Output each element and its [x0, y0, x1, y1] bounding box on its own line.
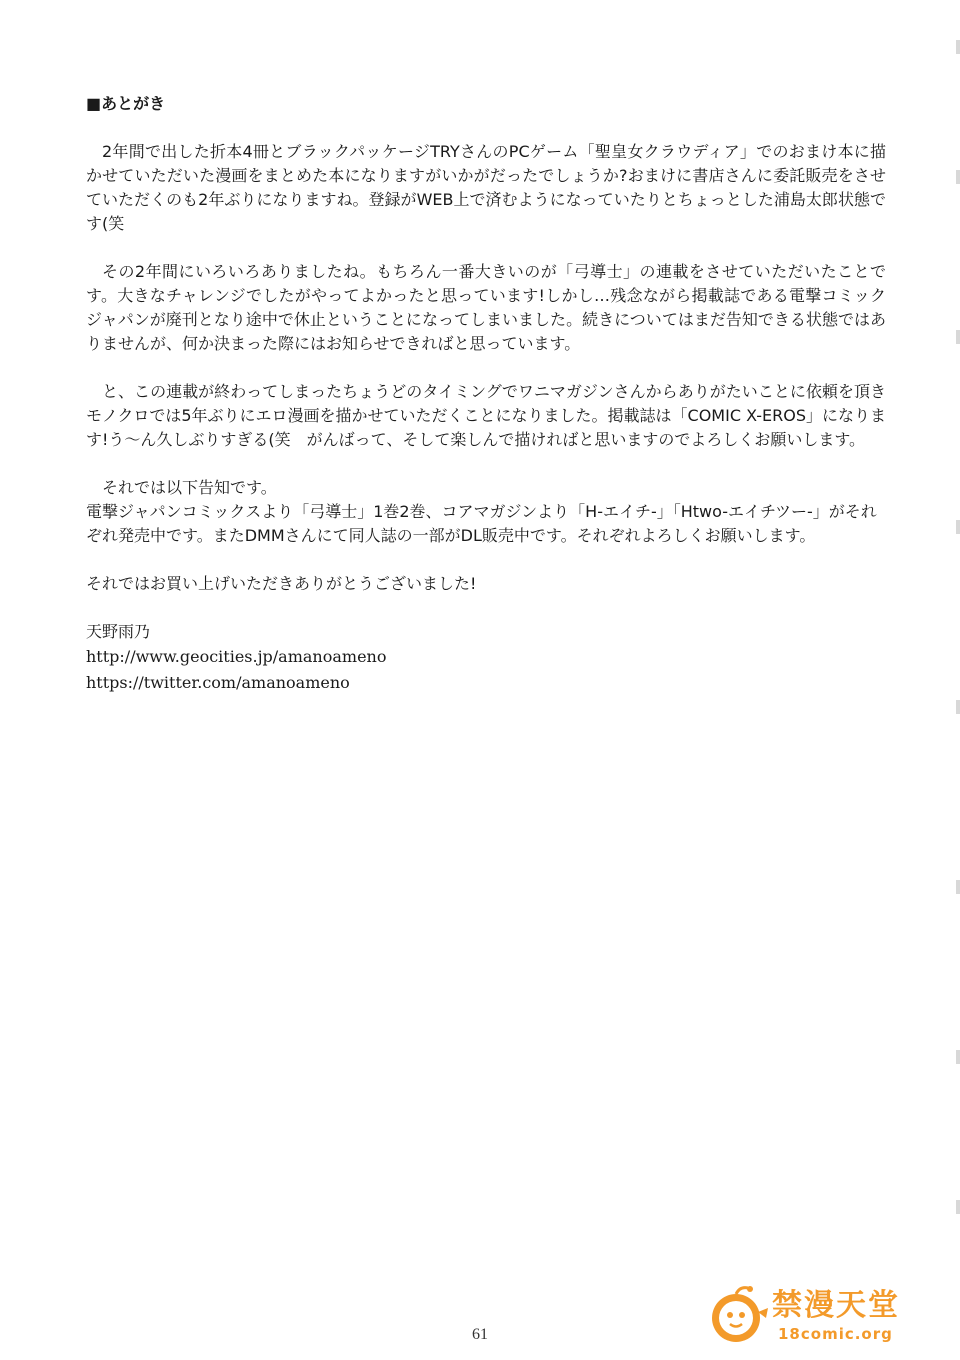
afterword-heading: ■あとがき [86, 94, 166, 113]
afterword-paragraph: その2年間にいろいろありましたね。もちろん一番大きいのが「弓導士」の連載をさせていただいたことです。大きなチャレンジでしたがやってよかったと思っています!しかし…残念ながら掲載誌である電撃コミックジャパンが廃刊となり途中で休止ということになってしまいました。続きについてはまだ告知できる状態ではありませんが、何か決まった際にはお知らせできればと思っています。 [86, 262, 886, 353]
afterword-section [86, 92, 886, 696]
page-edge-marks [954, 0, 960, 1360]
edge-mark [956, 330, 960, 344]
edge-mark [956, 40, 960, 54]
edge-mark [956, 1050, 960, 1064]
edge-mark [956, 700, 960, 714]
twitter-url: https://twitter.com/amanoameno [86, 673, 350, 692]
afterword-paragraph: 2年間で出した折本4冊とブラックパッケージTRYさんのPCゲーム「聖皇女クラウディア」でのおまけ本に描かせていただいた漫画をまとめた本になりますがいかがだったでしょうか?おまけに書店さんに委託販売をさせていただくのも2年ぶりになりますね。登録がWEB上で済むようになっていたりとちょっとした浦島太郎状態です(笑 [86, 142, 886, 233]
afterword-paragraph: と、この連載が終わってしまったちょうどのタイミングでワニマガジンさんからありがたいことに依頼を頂きモノクロでは5年ぶりにエロ漫画を描かせていただくことになりました。掲載誌は「COMIC X-EROS」になります!う〜ん久しぶりすぎる(笑 がんばって、そして楽しんで描ければと思いますのでよろしくお願いします。 [86, 382, 887, 449]
announcement-intro: それでは以下告知です。 [102, 478, 277, 497]
edge-mark [956, 170, 960, 184]
watermark-subtitle: 18comic.org [778, 1325, 893, 1343]
site-watermark [706, 1282, 936, 1350]
announcement-body: 電撃ジャパンコミックスより「弓導士」1巻2巻、コアマガジンより「H-エイチ-」「Htwo-エイチツー-」がそれぞれ発売中です。またDMMさんにて同人誌の一部がDL販売中です。それぞれよろしくお願いします。 [86, 502, 877, 545]
closing-line: それではお買い上げいただきありがとうございました! [86, 574, 477, 593]
website-url: http://www.geocities.jp/amanoameno [86, 647, 387, 666]
mascot-logo-icon [706, 1282, 770, 1346]
edge-mark [956, 880, 960, 894]
edge-mark [956, 520, 960, 534]
page-number: 61 [472, 1326, 488, 1343]
author-name: 天野雨乃 [86, 622, 151, 641]
edge-mark [956, 1200, 960, 1214]
watermark-title: 禁漫天堂 [772, 1288, 900, 1323]
